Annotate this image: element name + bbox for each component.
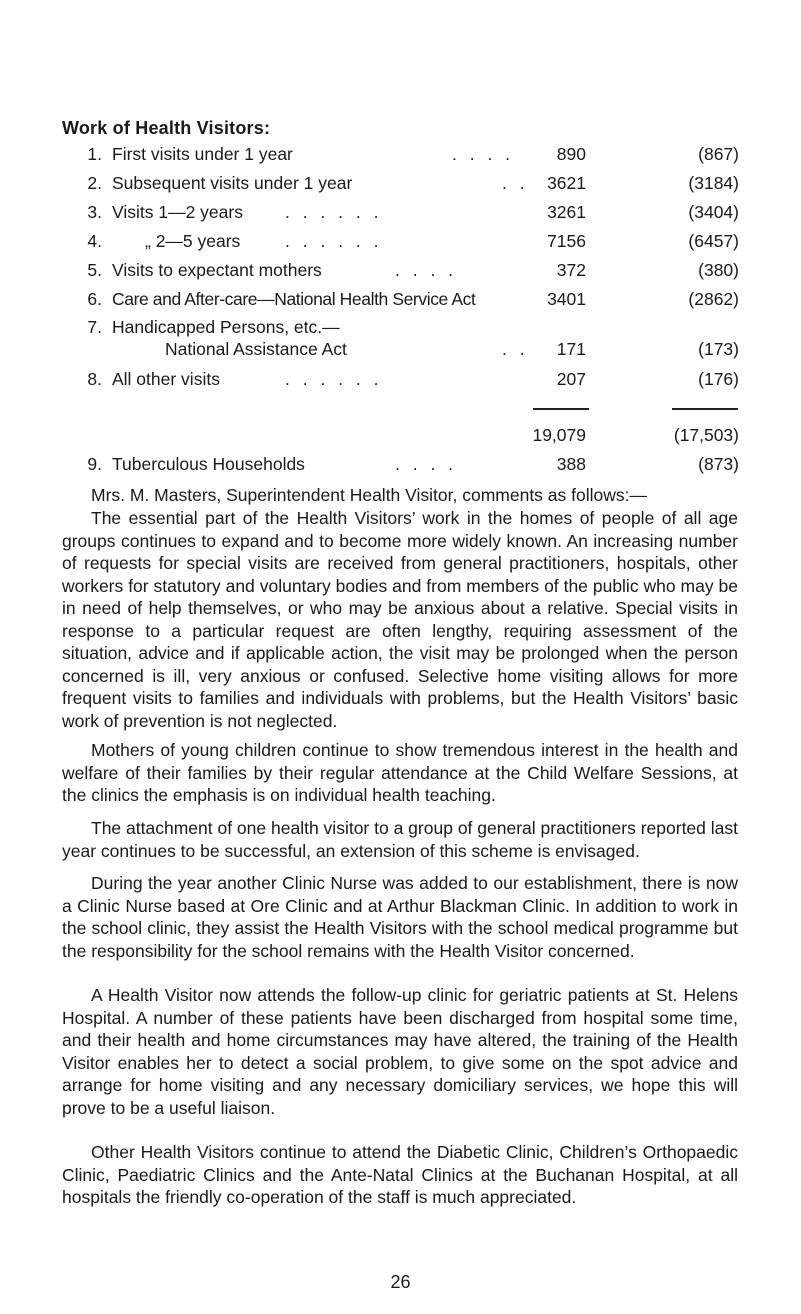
table-row: [0, 452, 801, 476]
row-label: Handicapped Persons, etc.—: [112, 317, 340, 337]
table-row: [0, 367, 801, 391]
row-previous-value: (6457): [688, 231, 739, 251]
table-row: [0, 287, 801, 311]
total-row: [0, 423, 801, 447]
row-label: Subsequent visits under 1 year: [112, 173, 353, 193]
row-value: 171: [556, 339, 586, 359]
row-number: 8.: [87, 369, 102, 389]
row-label: All other visits: [112, 369, 220, 389]
leader-dots: . . . . . .: [285, 231, 383, 251]
row-value: 3261: [547, 202, 586, 222]
row-previous-value: (3184): [688, 173, 739, 193]
body-paragraph: The attachment of one health visitor to a group of general practitioners reported last year continues to be successful, an extension of this scheme is envisaged.: [62, 818, 738, 861]
table-row: [0, 142, 801, 166]
row-previous-value: (176): [698, 369, 739, 389]
row-number: 4.: [87, 231, 102, 251]
row-number: 3.: [87, 202, 102, 222]
row-value: 3401: [547, 289, 586, 309]
row-label: Care and After-care—National Health Service Act: [112, 289, 476, 309]
table-row: [0, 200, 801, 224]
row-label: „ 2—5 years: [145, 231, 241, 251]
total-rule: [533, 408, 589, 410]
body-paragraph: The essential part of the Health Visitors’ work in the homes of people of all age groups continues to expand and to become more widely known. An increasing number of requests for special visits are received from general practitioners, hospitals, other workers for statutory and voluntary bodies and from members of the public who may be in need of help themselves, or who may be anxious about a relative. Special visits in response to a particular request are often lengthy, requiring assessment of the situation, advice and if applicable action, the visit may be prolonged when the person concerned is ill, very anxious or confused. Selective home visiting allows for more frequent visits to families and individuals with problems, but the Health Visitors’ basic work of prevention is not neglected.: [62, 508, 738, 731]
leader-dots: . . . . . .: [285, 369, 383, 389]
row-value: 3621: [547, 173, 586, 193]
table-row: [0, 171, 801, 195]
row-value: 207: [556, 369, 586, 389]
total-value: 19,079: [532, 425, 586, 445]
row-label: Visits to expectant mothers: [112, 260, 322, 280]
leader-dots: . . . .: [452, 144, 515, 164]
row-number: 6.: [87, 289, 102, 309]
row-label: First visits under 1 year: [112, 144, 293, 164]
row-number: 9.: [87, 454, 102, 474]
row-previous-value: (3404): [688, 202, 739, 222]
leader-dots: . . . .: [395, 454, 458, 474]
body-paragraph: During the year another Clinic Nurse was added to our establishment, there is now a Clinic Nurse based at Ore Clinic and at Arthur Blackman Clinic. In addition to work in the school clinic, they assist the Health Visitors with the school medical programme but the responsibility for the school remains with the Health Visitor concerned.: [62, 873, 738, 961]
body-paragraph: Mothers of young children continue to show tremendous interest in the health and welfare of their families by their regular attendance at the Child Welfare Sessions, at the clinics the emphasis is on individual health teaching.: [62, 740, 738, 805]
row-number: 1.: [87, 144, 102, 164]
row-previous-value: (867): [698, 144, 739, 164]
leader-dots: . . . . . .: [285, 202, 383, 222]
intro-line: Mrs. M. Masters, Superintendent Health Visitor, comments as follows:—: [91, 485, 647, 505]
row-value: 388: [556, 454, 586, 474]
row-previous-value: (173): [698, 339, 739, 359]
page-number: 26: [390, 1272, 411, 1292]
table-row: [0, 229, 801, 253]
body-paragraph: Other Health Visitors continue to attend the Diabetic Clinic, Children’s Orthopaedic Clinic, Paediatric Clinics and the Ante-Natal Clinics at the Buchanan Hospital, at all hospitals the friendly co-operation of the staff is much appreciated.: [62, 1142, 738, 1207]
row-number: 7.: [87, 317, 102, 337]
table-row: [0, 337, 801, 361]
leader-dots: . .: [502, 339, 529, 359]
row-value: 372: [556, 260, 586, 280]
row-value: 890: [556, 144, 586, 164]
section-heading: Work of Health Visitors:: [62, 118, 271, 138]
row-label: National Assistance Act: [165, 339, 347, 359]
row-previous-value: (873): [698, 454, 739, 474]
row-number: 2.: [87, 173, 102, 193]
body-paragraph: A Health Visitor now attends the follow-up clinic for geriatric patients at St. Helens Hospital. A number of these patients have been discharged from hospital some time, and their health and home circumstances may have altered, the training of the Health Visitor enables her to detect a social problem, to give some on the spot advice and arrange for home visiting and any necessary domiciliary services, we hope this will prove to be a useful liaison.: [62, 985, 738, 1118]
row-label: Tuberculous Households: [112, 454, 305, 474]
leader-dots: . .: [502, 173, 529, 193]
table-row: [0, 315, 801, 339]
row-label: Visits 1—2 years: [112, 202, 243, 222]
row-value: 7156: [547, 231, 586, 251]
row-previous-value: (380): [698, 260, 739, 280]
total-previous-value: (17,503): [673, 425, 739, 445]
total-rule: [672, 408, 738, 410]
table-row: [0, 258, 801, 282]
row-number: 5.: [87, 260, 102, 280]
leader-dots: . . . .: [395, 260, 458, 280]
row-previous-value: (2862): [688, 289, 739, 309]
